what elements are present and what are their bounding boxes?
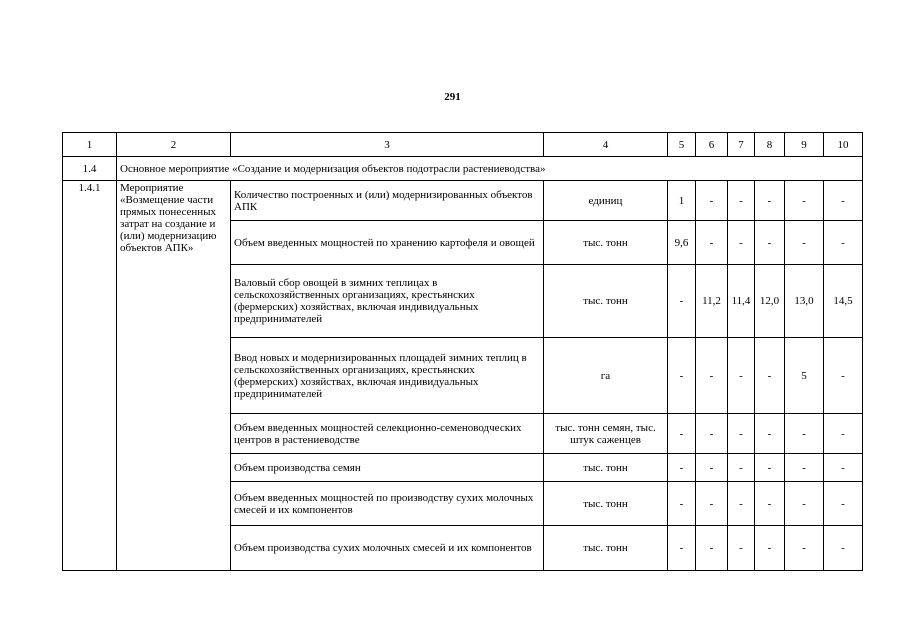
value-cell: - [785, 414, 824, 454]
unit-cell: тыс. тонн [544, 482, 668, 526]
unit-cell: тыс. тонн [544, 454, 668, 482]
value-cell: - [755, 414, 785, 454]
value-cell: - [668, 338, 696, 414]
header-cell: 1 [63, 133, 117, 157]
value-cell: - [696, 338, 728, 414]
page-number: 291 [444, 91, 461, 103]
unit-cell: тыс. тонн [544, 265, 668, 338]
value-cell: - [696, 221, 728, 265]
value-cell: - [696, 482, 728, 526]
value-cell: - [755, 181, 785, 221]
value-cell: - [728, 526, 755, 571]
section-row [63, 157, 863, 181]
indicator-cell: Объем производства семян [231, 454, 544, 482]
value-cell: - [755, 482, 785, 526]
header-cell: 4 [544, 133, 668, 157]
value-cell: - [728, 221, 755, 265]
indicator-cell: Количество построенных и (или) модернизированных объектов АПК [231, 181, 544, 221]
header-cell: 10 [824, 133, 863, 157]
indicators-table [62, 132, 863, 571]
value-cell: - [785, 482, 824, 526]
unit-cell: тыс. тонн семян, тыс. штук саженцев [544, 414, 668, 454]
header-cell: 3 [231, 133, 544, 157]
value-cell: - [824, 482, 863, 526]
value-cell: - [668, 265, 696, 338]
header-cell: 2 [117, 133, 231, 157]
unit-cell: тыс. тонн [544, 221, 668, 265]
value-cell: - [785, 454, 824, 482]
indicator-cell: Валовый сбор овощей в зимних теплицах в сельскохозяйственных организациях, крестьянских (фермерских) хозяйствах, включая индивидуальных предпринимателей [231, 265, 544, 338]
value-cell: - [668, 526, 696, 571]
value-cell: - [785, 221, 824, 265]
value-cell: - [728, 181, 755, 221]
value-cell: - [785, 181, 824, 221]
section-title: Основное мероприятие «Создание и модернизация объектов подотрасли растениеводства» [117, 157, 863, 181]
header-cell: 8 [755, 133, 785, 157]
value-cell: - [755, 454, 785, 482]
value-cell: - [824, 414, 863, 454]
value-cell: 1 [668, 181, 696, 221]
indicator-cell: Объем введенных мощностей по хранению картофеля и овощей [231, 221, 544, 265]
value-cell: 11,4 [728, 265, 755, 338]
subsection-number: 1.4.1 [63, 181, 117, 571]
value-cell: - [696, 526, 728, 571]
value-cell: 12,0 [755, 265, 785, 338]
value-cell: - [728, 454, 755, 482]
indicator-cell: Объем производства сухих молочных смесей и их компонентов [231, 526, 544, 571]
value-cell: - [668, 414, 696, 454]
table-row [63, 181, 863, 221]
unit-cell: тыс. тонн [544, 526, 668, 571]
value-cell: - [696, 454, 728, 482]
value-cell: 9,6 [668, 221, 696, 265]
value-cell: - [755, 526, 785, 571]
header-cell: 9 [785, 133, 824, 157]
value-cell: - [668, 454, 696, 482]
value-cell: 14,5 [824, 265, 863, 338]
value-cell: - [728, 482, 755, 526]
value-cell: - [696, 181, 728, 221]
value-cell: - [824, 454, 863, 482]
value-cell: 13,0 [785, 265, 824, 338]
subsection-title: Мероприятие «Возмещение части прямых понесенных затрат на создание и (или) модернизацию объектов АПК» [117, 181, 231, 571]
value-cell: - [824, 181, 863, 221]
value-cell: 11,2 [696, 265, 728, 338]
unit-cell: га [544, 338, 668, 414]
indicator-cell: Объем введенных мощностей селекционно-семеноводческих центров в растениеводстве [231, 414, 544, 454]
value-cell: - [824, 221, 863, 265]
header-cell: 5 [668, 133, 696, 157]
indicator-cell: Объем введенных мощностей по производству сухих молочных смесей и их компонентов [231, 482, 544, 526]
value-cell: - [728, 338, 755, 414]
value-cell: - [755, 338, 785, 414]
unit-cell: единиц [544, 181, 668, 221]
header-cell: 6 [696, 133, 728, 157]
value-cell: - [824, 526, 863, 571]
value-cell: - [668, 482, 696, 526]
value-cell: - [824, 338, 863, 414]
value-cell: - [755, 221, 785, 265]
header-cell: 7 [728, 133, 755, 157]
value-cell: - [728, 414, 755, 454]
header-row [63, 133, 863, 157]
indicator-cell: Ввод новых и модернизированных площадей зимних теплиц в сельскохозяйственных организациях, крестьянских (фермерских) хозяйствах, включая индивидуальных предпринимателей [231, 338, 544, 414]
value-cell: 5 [785, 338, 824, 414]
value-cell: - [785, 526, 824, 571]
value-cell: - [696, 414, 728, 454]
section-number: 1.4 [63, 157, 117, 181]
